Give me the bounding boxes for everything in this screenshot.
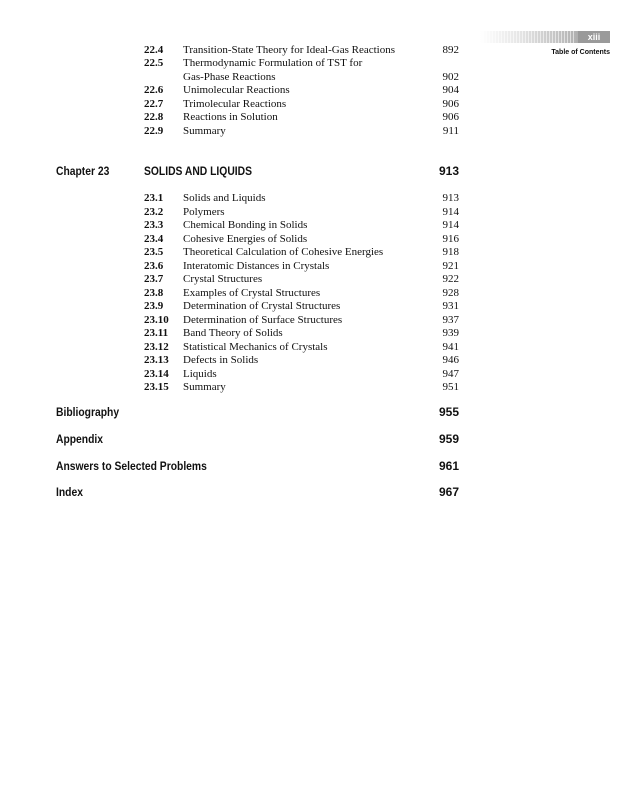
section-number: 23.14 <box>144 367 169 380</box>
section-page: 906 <box>442 111 459 123</box>
section-number: 23.11 <box>144 327 169 339</box>
page-number: xiii <box>578 31 610 43</box>
section-page: 892 <box>442 44 459 56</box>
section-number: 23.7 <box>144 273 164 285</box>
section-title: Thermodynamic Formulation of TST for <box>183 57 363 69</box>
section-number: 22.7 <box>144 98 164 110</box>
section-page: 931 <box>442 300 459 312</box>
section-number: 23.9 <box>144 300 164 312</box>
section-number: 23.6 <box>144 259 164 272</box>
section-title: Liquids <box>183 367 217 380</box>
section-number: 23.4 <box>144 232 164 245</box>
section-page: 914 <box>442 205 459 218</box>
section-number: 22.4 <box>144 44 164 56</box>
section-title: Defects in Solids <box>183 354 259 366</box>
back-matter-title: Index <box>56 485 83 499</box>
section-page: 941 <box>442 340 459 353</box>
section-title: Transition-State Theory for Ideal-Gas Reactions <box>183 44 396 56</box>
section-page: 916 <box>442 232 459 245</box>
section-page: 946 <box>442 354 459 366</box>
section-title-continued: Gas-Phase Reactions <box>183 71 276 83</box>
section-number: 23.12 <box>144 340 169 353</box>
section-page: 906 <box>442 98 459 110</box>
back-matter-title: Bibliography <box>56 405 120 419</box>
section-page: 937 <box>442 313 459 326</box>
back-matter-page: 967 <box>438 485 459 499</box>
section-title: Solids and Liquids <box>183 192 266 204</box>
section-number: 23.5 <box>144 246 164 258</box>
section-page: 947 <box>442 367 459 380</box>
section-page: 928 <box>442 286 459 299</box>
section-page: 921 <box>442 259 459 272</box>
section-number: 23.8 <box>144 286 164 299</box>
section-title: Determination of Surface Structures <box>183 313 343 326</box>
section-title: Trimolecular Reactions <box>183 98 287 110</box>
section-page: 904 <box>442 84 459 96</box>
back-matter-title: Appendix <box>56 432 104 446</box>
section-number: 23.13 <box>144 354 169 366</box>
section-number: 22.5 <box>144 57 164 69</box>
chapter-label: Chapter 23 <box>56 164 110 178</box>
section-title: Band Theory of Solids <box>183 327 283 339</box>
section-title: Examples of Crystal Structures <box>183 286 321 299</box>
section-number: 23.2 <box>144 205 164 218</box>
section-number: 22.8 <box>144 111 164 123</box>
running-head: Table of Contents <box>551 49 610 56</box>
header-stripes <box>480 31 575 43</box>
section-number: 23.1 <box>144 192 164 204</box>
section-title: Cohesive Energies of Solids <box>183 232 308 245</box>
back-matter-page: 961 <box>438 459 459 473</box>
section-page: 951 <box>442 381 459 393</box>
section-number: 23.3 <box>144 219 164 231</box>
section-page: 911 <box>442 125 459 137</box>
section-page: 939 <box>442 327 459 339</box>
chapter-page: 913 <box>438 164 459 178</box>
section-title: Polymers <box>183 205 225 218</box>
section-title: Theoretical Calculation of Cohesive Energies <box>183 246 384 258</box>
back-matter-title: Answers to Selected Problems <box>56 459 207 473</box>
section-title: Interatomic Distances in Crystals <box>183 259 330 272</box>
section-title: Summary <box>183 381 226 393</box>
section-title: Statistical Mechanics of Crystals <box>183 340 328 353</box>
section-number: 22.6 <box>144 84 164 96</box>
section-page: 913 <box>442 192 459 204</box>
chapter-title: SOLIDS AND LIQUIDS <box>144 164 252 178</box>
section-title: Determination of Crystal Structures <box>183 300 341 312</box>
section-number: 22.9 <box>144 125 164 137</box>
section-title: Chemical Bonding in Solids <box>183 219 308 231</box>
back-matter-page: 959 <box>438 432 459 446</box>
section-page: 914 <box>442 219 459 231</box>
section-page: 902 <box>442 71 459 83</box>
section-page: 922 <box>442 273 459 285</box>
section-number: 23.10 <box>144 313 169 326</box>
section-title: Reactions in Solution <box>183 111 278 123</box>
section-page: 918 <box>442 246 459 258</box>
section-title: Crystal Structures <box>183 273 263 285</box>
back-matter-page: 955 <box>438 405 459 419</box>
section-title: Summary <box>183 125 226 137</box>
section-title: Unimolecular Reactions <box>183 84 290 96</box>
section-number: 23.15 <box>144 381 169 393</box>
